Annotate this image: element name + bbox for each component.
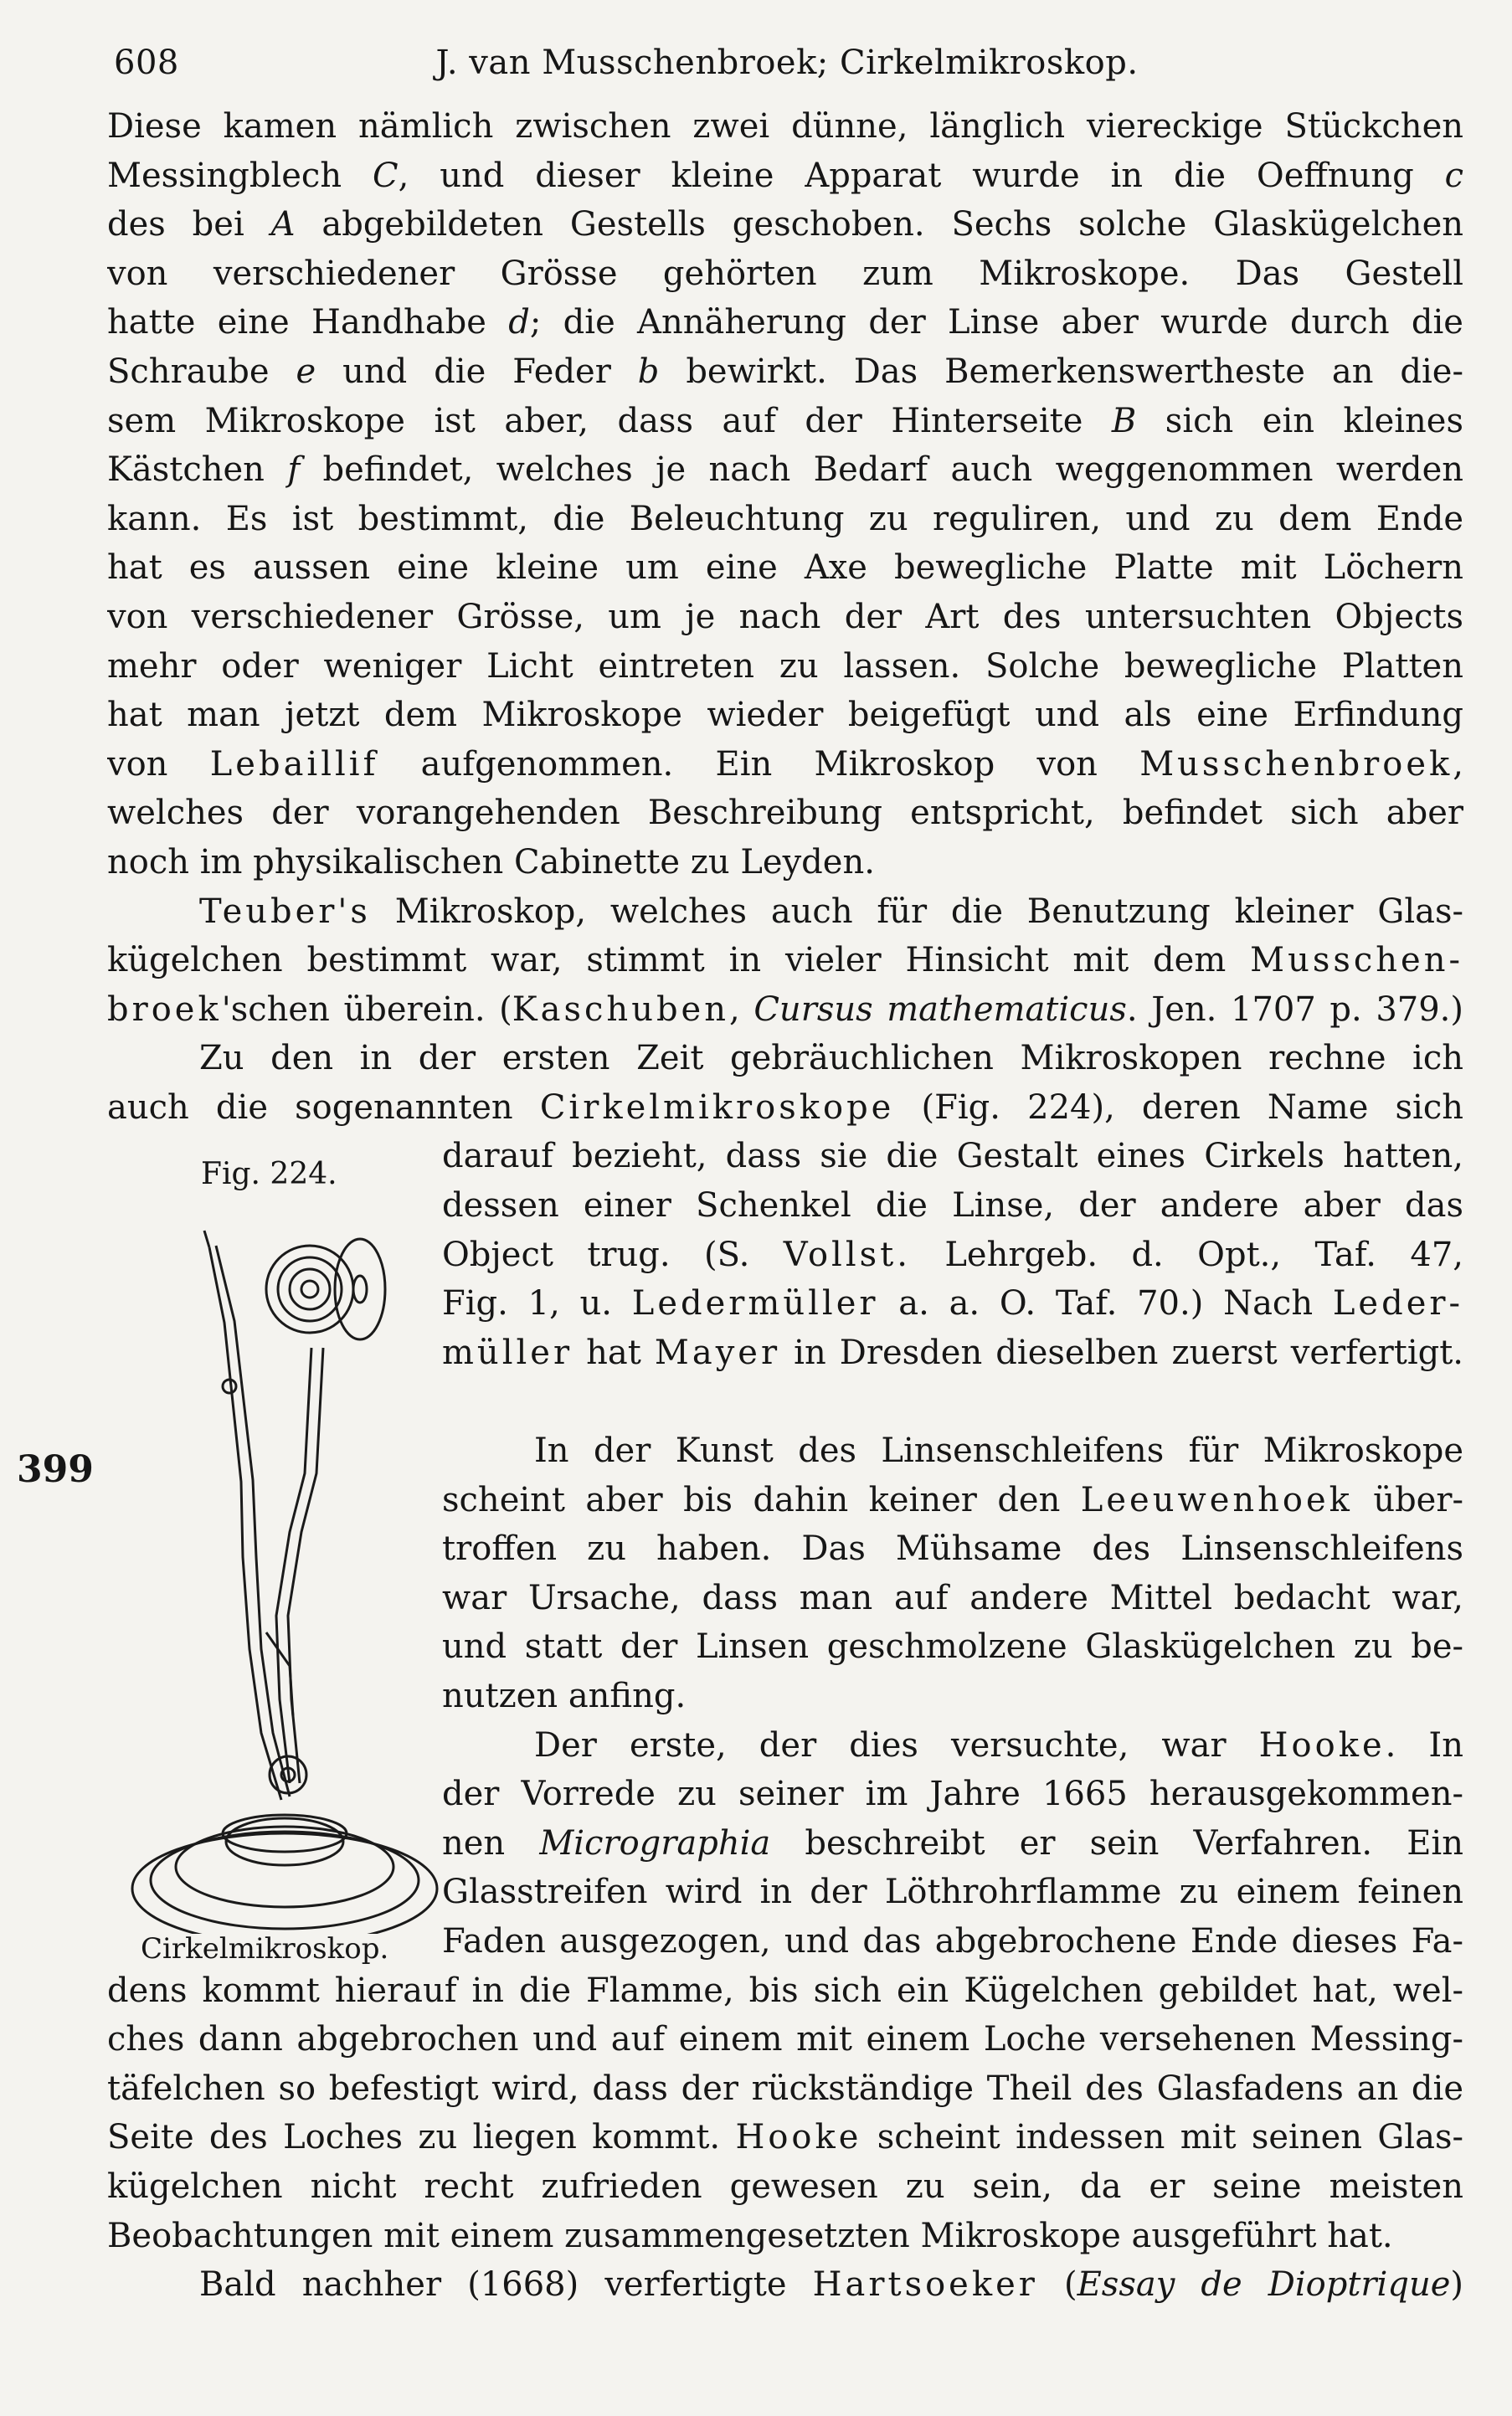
text-line: hat es aussen eine kleine um eine Axe bewegliche Platte mit Löchern bbox=[107, 548, 1463, 588]
text-line: Der erste, der dies versuchte, war Hooke. In bbox=[534, 1725, 1463, 1765]
paragraph-gap bbox=[107, 1377, 1463, 1426]
text-line: kann. Es ist bestimmt, die Beleuchtung zu reguliren, und zu dem Ende bbox=[107, 499, 1463, 538]
text-line: der Vorrede zu seiner im Jahre 1665 herausgekommen- bbox=[442, 1775, 1463, 1814]
text-line: Messingblech C, und dieser kleine Apparat wurde in die Oeffnung c bbox=[107, 156, 1463, 195]
text-line: müller hat Mayer in Dresden dieselben zuerst verfertigt. bbox=[442, 1333, 1463, 1372]
text-line: hatte eine Handhabe d; die Annäherung der Linse aber wurde durch die bbox=[107, 303, 1463, 342]
text-line: darauf bezieht, dass sie die Gestalt eines Cirkels hatten, bbox=[442, 1137, 1463, 1176]
text-line: dessen einer Schenkel die Linse, der andere aber das bbox=[442, 1186, 1463, 1226]
text-line: auch die sogenannten Cirkelmikroskope (Fig. 224), deren Name sich bbox=[107, 1087, 1463, 1127]
text-line: Faden ausgezogen, und das abgebrochene Ende dieses Fa- bbox=[442, 1921, 1463, 1961]
text-line: Kästchen f befindet, welches je nach Bedarf auch weggenommen werden bbox=[107, 450, 1463, 490]
text-line: Object trug. (S. Vollst. Lehrgeb. d. Opt., Taf. 47, bbox=[442, 1235, 1463, 1274]
text-line: war Ursache, dass man auf andere Mittel bedacht war, bbox=[442, 1578, 1463, 1617]
text-line: Diese kamen nämlich zwischen zwei dünne, länglich viereckige Stückchen bbox=[107, 107, 1463, 146]
text-line: In der Kunst des Linsenschleifens für Mikroskope bbox=[534, 1432, 1463, 1471]
page-number: 608 bbox=[114, 44, 179, 82]
figure-caption: Cirkelmikroskop. bbox=[141, 1932, 389, 1966]
text-line: troffen zu haben. Das Mühsame des Linsenschleifens bbox=[442, 1529, 1463, 1569]
text-line: kügelchen bestimmt war, stimmt in vieler Hinsicht mit dem Musschen- bbox=[107, 941, 1463, 980]
text-line: kügelchen nicht recht zufrieden gewesen zu sein, da er seine meisten bbox=[107, 2167, 1463, 2206]
text-line: Zu den in der ersten Zeit gebräuchlichen Mikroskopen rechne ich bbox=[199, 1039, 1463, 1078]
text-line: nutzen anfing. bbox=[442, 1677, 687, 1715]
text-line: Seite des Loches zu liegen kommt. Hooke scheint indessen mit seinen Glas- bbox=[107, 2118, 1463, 2157]
text-line: Beobachtungen mit einem zusammengesetzten Mikroskope ausgeführt hat. bbox=[107, 2216, 1393, 2255]
text-line: Schraube e und die Feder b bewirkt. Das Bemerkenswertheste an die- bbox=[107, 352, 1463, 391]
text-line: täfelchen so befestigt wird, dass der rückständige Theil des Glasfadens an die bbox=[107, 2069, 1463, 2108]
text-line: nen Micrographia beschreibt er sein Verfahren. Ein bbox=[442, 1823, 1463, 1863]
margin-section-number: 399 bbox=[17, 1448, 94, 1491]
text-line: ches dann abgebrochen und auf einem mit einem Loche versehenen Messing- bbox=[107, 2020, 1463, 2059]
text-line: mehr oder weniger Licht eintreten zu lassen. Solche bewegliche Platten bbox=[107, 646, 1463, 686]
running-header bbox=[111, 33, 1463, 92]
text-line: des bei A abgebildeten Gestells geschoben. Sechs solche Glaskügelchen bbox=[107, 205, 1463, 244]
text-line: Teuber's Mikroskop, welches auch für die Benutzung kleiner Glas- bbox=[199, 892, 1463, 931]
text-line: von Lebaillif aufgenommen. Ein Mikroskop von Musschenbroek, bbox=[107, 744, 1463, 784]
text-line: dens kommt hierauf in die Flamme, bis sich ein Kügelchen gebildet hat, wel- bbox=[107, 1971, 1463, 2010]
text-line: sem Mikroskope ist aber, dass auf der Hinterseite B sich ein kleines bbox=[107, 401, 1463, 440]
text-line: scheint aber bis dahin keiner den Leeuwenhoek über- bbox=[442, 1480, 1463, 1519]
text-line: broek'schen überein. (Kaschuben, Cursus mathematicus. Jen. 1707 p. 379.) bbox=[107, 990, 1463, 1029]
body-text bbox=[107, 102, 1463, 2310]
text-line: Glasstreifen wird in der Löthrohrflamme zu einem feinen bbox=[442, 1873, 1463, 1912]
figure-label: Fig. 224. bbox=[201, 1157, 337, 1191]
text-line: noch im physikalischen Cabinette zu Leyden. bbox=[107, 842, 875, 882]
running-title: J. van Musschenbroek; Cirkelmikroskop. bbox=[435, 44, 1139, 82]
text-line: Fig. 1, u. Ledermüller a. a. O. Taf. 70.) Nach Leder- bbox=[442, 1284, 1463, 1324]
text-line: und statt der Linsen geschmolzene Glaskügelchen zu be- bbox=[442, 1627, 1463, 1667]
text-line: von verschiedener Grösse, um je nach der Art des untersuchten Objects bbox=[107, 597, 1463, 636]
text-line: von verschiedener Grösse gehörten zum Mikroskope. Das Gestell bbox=[107, 254, 1463, 293]
text-line: Bald nachher (1668) verfertigte Hartsoeker (Essay de Dioptrique) bbox=[199, 2265, 1463, 2305]
text-line: welches der vorangehenden Beschreibung entspricht, befindet sich aber bbox=[107, 794, 1463, 833]
text-line: hat man jetzt dem Mikroskope wieder beigefügt und als eine Erfindung bbox=[107, 696, 1463, 735]
